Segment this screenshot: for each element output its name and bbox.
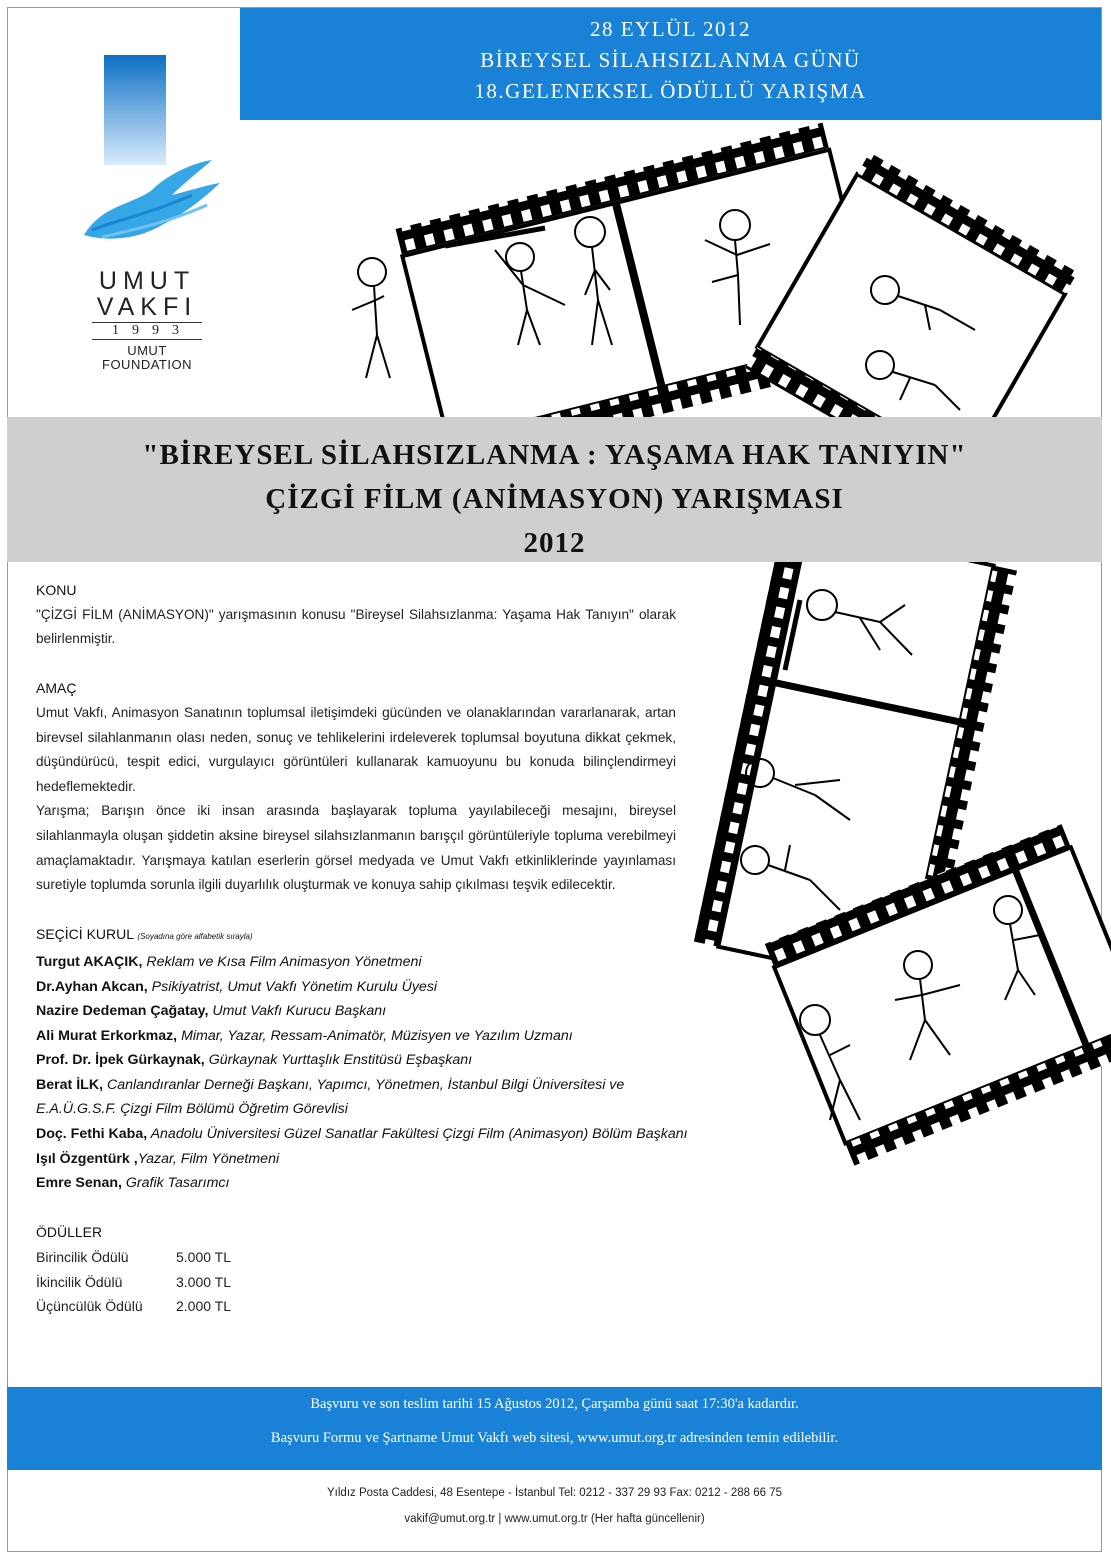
- application-info-text: Başvuru Formu ve Şartname Umut Vakfı web sitesi, www.umut.org.tr adresinden temin edilebilir.: [270, 1430, 839, 1446]
- jury-member: [36, 975, 676, 1000]
- jury-member-role: Gürkaynak Yurttaşlık Enstitüsü Eşbaşkanı: [204, 1052, 473, 1069]
- jury-member: [36, 1147, 676, 1172]
- banner-competition: 18.GELENEKSEL ÖDÜLLÜ YARIŞMA: [474, 79, 867, 103]
- jury-member: [36, 1171, 676, 1196]
- award-amount: 5.000 TL: [176, 1249, 232, 1266]
- logo-name-line2: VAKFI: [96, 293, 198, 321]
- jury-member-role: Umut Vakfı Kurucu Başkanı: [208, 1003, 387, 1020]
- konu-text: "ÇİZGİ FİLM (ANİMASYON)" yarışmasının konusu "Bireysel Silahsızlanma: Yaşama Hak Tanıyın" olarak belirlenmiştir.: [36, 606, 676, 647]
- jury-member-role: Reklam ve Kısa Film Animasyon Yönetmeni: [142, 953, 422, 970]
- jury-member: [36, 1073, 676, 1098]
- jury-member-name: Turgut AKAÇIK,: [36, 953, 143, 970]
- banner-event: BİREYSEL SİLAHSIZLANMA GÜNÜ: [480, 48, 861, 72]
- award-row: [36, 1245, 676, 1270]
- jury-member-role: Canlandıranlar Derneği Başkanı, Yapımcı, Yönetmen, İstanbul Bilgi Üniversitesi ve: [103, 1076, 625, 1093]
- jury-member-role: Grafik Tasarımcı: [121, 1175, 230, 1192]
- jury-heading-text: SEÇİCİ KURUL: [36, 926, 134, 943]
- logo-year: 1993: [92, 322, 202, 340]
- award-row: [36, 1270, 676, 1295]
- konu-heading: KONU: [36, 582, 77, 598]
- title-line2: ÇİZGİ FİLM (ANİMASYON) YARIŞMASI: [265, 483, 844, 515]
- jury-member-name: Nazire Dedeman Çağatay,: [36, 1003, 209, 1020]
- jury-member-name: Emre Senan,: [36, 1175, 122, 1192]
- jury-member-name: Işıl Özgentürk ,: [36, 1150, 138, 1167]
- award-row: [36, 1294, 676, 1319]
- jury-member: [36, 999, 676, 1024]
- jury-list: [36, 950, 688, 1196]
- jury-note: (Soyadına göre alfabetik sırayla): [137, 932, 253, 942]
- jury-heading: [36, 922, 676, 950]
- logo-name-line1: UMUT: [98, 267, 196, 295]
- jury-member: [36, 1048, 676, 1073]
- title-line1: "BİREYSEL SİLAHSIZLANMA : YAŞAMA HAK TANIYIN": [142, 439, 967, 471]
- award-amount: 2.000 TL: [176, 1298, 232, 1315]
- bottom-banner: [7, 1387, 1102, 1470]
- award-amount: 3.000 TL: [176, 1273, 232, 1290]
- jury-member-role: Mimar, Yazar, Ressam-Animatör, Müzisyen ve Yazılım Uzmanı: [177, 1027, 573, 1044]
- jury-member: [36, 1097, 676, 1122]
- award-label: Birincilik Ödülü: [36, 1249, 129, 1266]
- logo-foundation-line1: UMUT: [127, 343, 167, 358]
- title-year: 2012: [523, 527, 586, 559]
- footer: [7, 1480, 1102, 1532]
- footer-contact: vakif@umut.org.tr | www.umut.org.tr (Her hafta güncellenir): [404, 1513, 705, 1525]
- amac-paragraph-2: Yarışma; Barışın önce iki insan arasında başlayarak topluma yayılabileceği mesajını, bireysel silahlanmayla oluşan şiddetin aksine bireysel silahsızlanmanın barışçıl görüntüleriyle topluma verebilmeyi amaçlamaktadır. Yarışmaya katılan eserlerin görsel medyada ve Umut Vakfı etkinliklerinde yayınlaması suretiyle toplumda sorunla ilgili duyarlılık oluşturmak ve konuya sahip çıkılması teşvik edilecektir.: [36, 803, 676, 893]
- award-label: Üçüncülük Ödülü: [36, 1298, 143, 1315]
- amac-paragraph-1: Umut Vakfı, Animasyon Sanatının toplumsal iletişimdeki gücünden ve olanaklarından vararlanarak, artan birevsel silahlanmanın olası neden, sonuç ve tehlikelerini irdeleverek toplumsal boyutuna dikkat çekmek, düşündürücü, tespit edici, vurgulayıcı görüntüleri kullanarak kamuoyunu bu konuda bilinçlendirmeyi hedeflemektedir.: [36, 704, 676, 794]
- logo-foundation-line2: FOUNDATION: [102, 357, 192, 372]
- award-label: İkincilik Ödülü: [36, 1273, 123, 1290]
- logo-text: [72, 268, 222, 372]
- deadline-text: Başvuru ve son teslim tarihi 15 Ağustos 2012, Çarşamba günü saat 17:30'a kadardır.: [310, 1396, 799, 1412]
- jury-member-name: Doç. Fethi Kaba,: [36, 1126, 148, 1143]
- jury-member-role: Anadolu Üniversitesi Güzel Sanatlar Fakültesi Çizgi Film (Animasyon) Bölüm Başkanı: [147, 1126, 688, 1143]
- amac-heading: AMAÇ: [36, 680, 77, 697]
- title-band: [7, 417, 1102, 562]
- main-content: [36, 578, 688, 1319]
- jury-member-role: E.A.Ü.G.S.F. Çizgi Film Bölümü Öğretim Görevlisi: [36, 1101, 348, 1118]
- jury-member-role: Psikiyatrist, Umut Vakfı Yönetim Kurulu Üyesi: [147, 978, 438, 995]
- banner-date: 28 EYLÜL 2012: [589, 17, 752, 41]
- jury-member: [36, 1024, 676, 1049]
- jury-member-name: Berat İLK,: [36, 1076, 104, 1093]
- jury-member: [36, 950, 676, 975]
- jury-member-name: Dr.Ayhan Akcan,: [36, 978, 148, 995]
- awards-list: [36, 1245, 676, 1319]
- jury-member: [36, 1122, 688, 1147]
- footer-address: Yıldız Posta Caddesi, 48 Esentepe - İstanbul Tel: 0212 - 337 29 93 Fax: 0212 - 288 66 75: [327, 1487, 782, 1499]
- jury-member-role: Yazar, Film Yönetmeni: [137, 1150, 280, 1167]
- jury-member-name: Ali Murat Erkorkmaz,: [36, 1027, 178, 1044]
- jury-member-name: Prof. Dr. İpek Gürkaynak,: [36, 1052, 205, 1069]
- awards-heading: ÖDÜLLER: [36, 1224, 103, 1241]
